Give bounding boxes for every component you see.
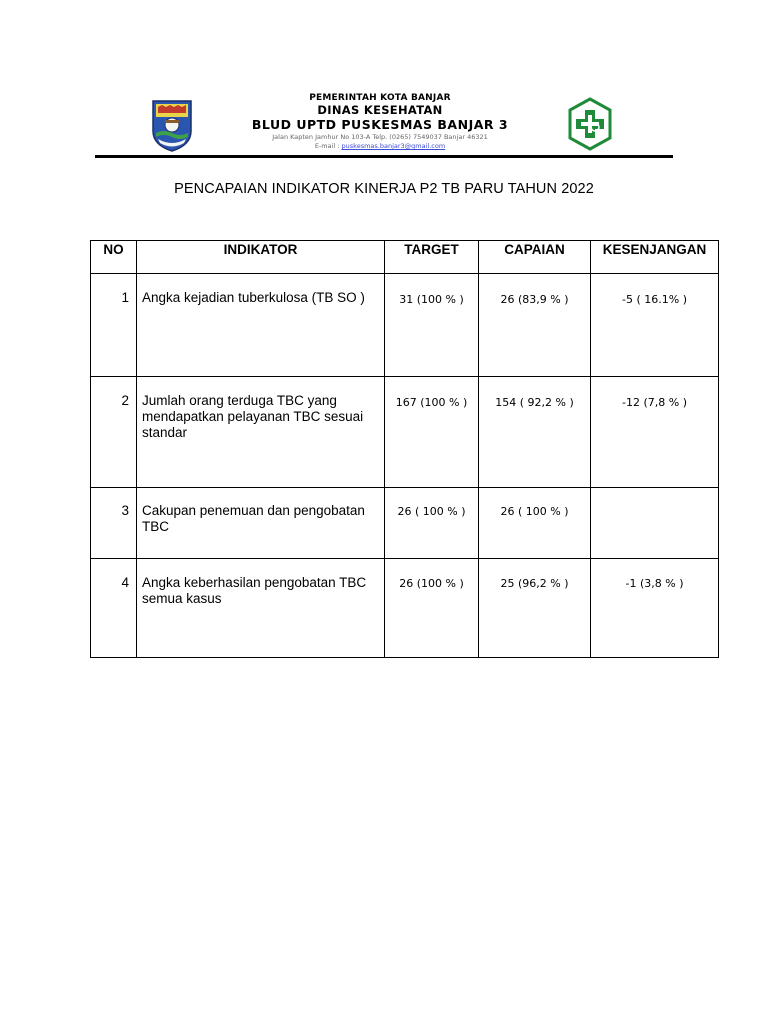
indicator-cell: Angka keberhasilan pengobatan TBC semua kasus — [137, 559, 385, 658]
document-title: PENCAPAIAN INDIKATOR KINERJA P2 TB PARU TAHUN 2022 — [174, 181, 594, 197]
capaian-cell: 26 (83,9 % ) — [479, 274, 591, 377]
kesenjangan-cell — [591, 488, 719, 559]
puskesmas-logo-icon — [566, 96, 614, 152]
row-number: 4 — [91, 559, 137, 658]
header-indikator: INDIKATOR — [137, 241, 385, 274]
header-target: TARGET — [385, 241, 479, 274]
kesenjangan-cell: -5 ( 16.1% ) — [591, 274, 719, 377]
row-number: 3 — [91, 488, 137, 559]
capaian-cell: 25 (96,2 % ) — [479, 559, 591, 658]
institution-name: BLUD UPTD PUSKESMAS BANJAR 3 — [251, 117, 509, 132]
indicator-cell: Cakupan penemuan dan pengobatan TBC — [137, 488, 385, 559]
indicator-cell: Jumlah orang terduga TBC yang mendapatkan pelayanan TBC sesuai standar — [137, 377, 385, 488]
indicator-table — [90, 240, 719, 658]
target-cell: 31 (100 % ) — [385, 274, 479, 377]
table-row — [91, 559, 719, 658]
header-kesenjangan: KESENJANGAN — [591, 241, 719, 274]
email-line — [230, 142, 530, 151]
row-number: 2 — [91, 377, 137, 488]
government-name: PEMERINTAH KOTA BANJAR — [309, 93, 451, 103]
table-row — [91, 274, 719, 377]
email-label: E-mail : — [314, 142, 340, 150]
table-row — [91, 377, 719, 488]
letterhead — [0, 0, 768, 160]
kesenjangan-cell: -12 (7,8 % ) — [591, 377, 719, 488]
kesenjangan-cell: -1 (3,8 % ) — [591, 559, 719, 658]
target-cell: 167 (100 % ) — [385, 377, 479, 488]
table-row — [91, 488, 719, 559]
header-capaian: CAPAIAN — [479, 241, 591, 274]
table-header-row — [91, 241, 719, 274]
header-divider — [95, 155, 673, 158]
department-name: DINAS KESEHATAN — [317, 103, 443, 117]
header-no: NO — [91, 241, 137, 274]
indicator-cell: Angka kejadian tuberkulosa (TB SO ) — [137, 274, 385, 377]
target-cell: 26 (100 % ) — [385, 559, 479, 658]
capaian-cell: 26 ( 100 % ) — [479, 488, 591, 559]
city-emblem-icon — [150, 97, 194, 153]
capaian-cell: 154 ( 92,2 % ) — [479, 377, 591, 488]
address-line: Jalan Kapten Jamhur No 103-A Telp. (0265) 7549037 Banjar 46321 — [272, 133, 488, 141]
row-number: 1 — [91, 274, 137, 377]
target-cell: 26 ( 100 % ) — [385, 488, 479, 559]
letterhead-text — [230, 93, 530, 151]
email-link[interactable]: puskesmas.banjar3@gmail.com — [341, 142, 446, 150]
